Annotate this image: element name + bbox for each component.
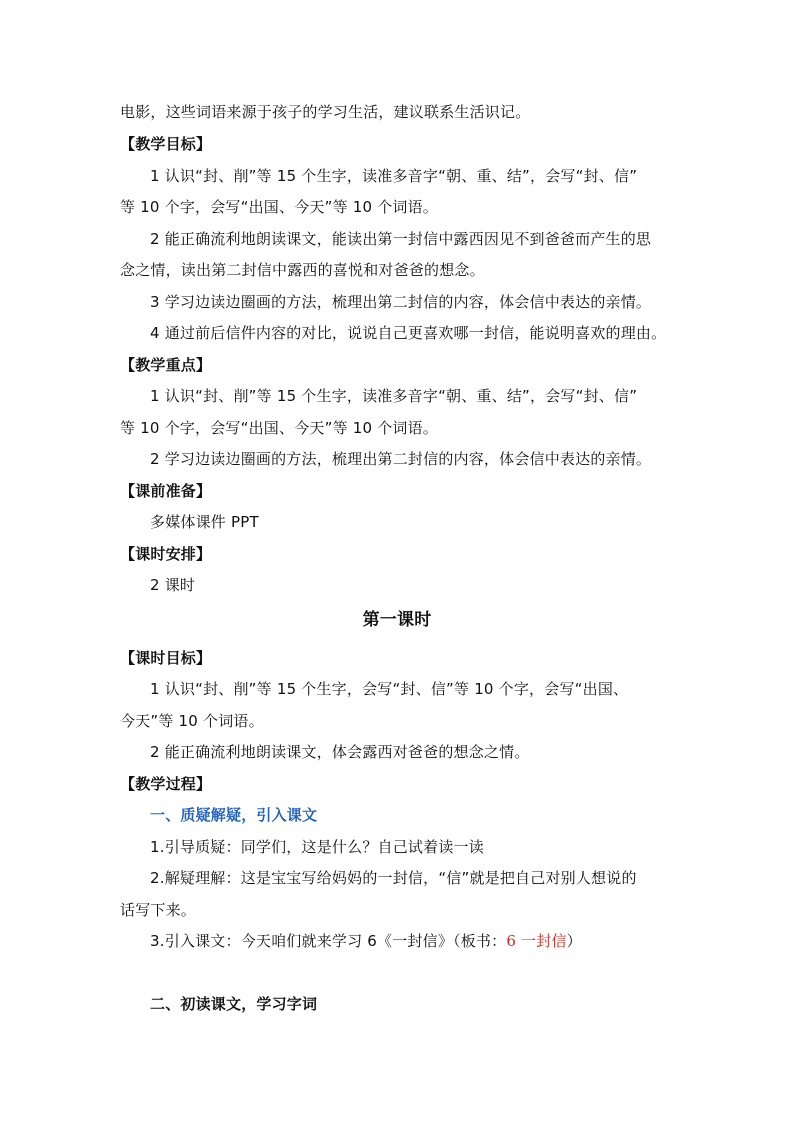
key-point-1-line2: 等 10 个字，会写“出国、今天”等 10 个词语。	[120, 419, 438, 437]
lesson-goal-1-line1: 1 认识“封、削”等 15 个生字，会写“封、信”等 10 个字，会写“出国、	[150, 680, 629, 698]
step-1-title-text: 一、质疑解疑，引入课文	[150, 806, 318, 824]
lesson-goal-2: 2 能正确流利地朗读课文，体会露西对爸爸的想念之情。	[150, 743, 530, 761]
step-1-item-3-prefix: 3.引入课文：今天咱们就来学习 6《一封信》（板书：	[150, 932, 507, 950]
intro-tail: 电影，这些词语来源于孩子的学习生活，建议联系生活识记。	[120, 103, 531, 121]
key-points-heading: 【教学重点】	[120, 356, 212, 374]
goals-heading: 【教学目标】	[120, 135, 212, 153]
key-point-1-line1: 1 认识“封、削”等 15 个生字，读准多音字“朝、重、结”，会写“封、信”	[150, 387, 638, 405]
goal-item-2-line2: 念之情，读出第二封信中露西的喜悦和对爸爸的想念。	[120, 261, 485, 279]
preparation-text: 多媒体课件 PPT	[150, 513, 259, 531]
goal-item-1-line1: 1 认识“封、削”等 15 个生字，读准多音字“朝、重、结”，会写“封、信”	[150, 167, 638, 185]
step-1-item-1: 1.引导质疑：同学们，这是什么？自己试着读一读	[150, 838, 484, 856]
step-1-item-2-line2: 话写下来。	[120, 901, 197, 919]
lesson-goal-1-line2: 今天”等 10 个词语。	[120, 712, 264, 730]
preparation-heading: 【课前准备】	[120, 482, 212, 500]
step-1-title	[150, 805, 317, 825]
lesson-title: 第一课时	[362, 610, 432, 630]
step-1-item-3-suffix: ）	[566, 932, 582, 950]
goal-item-4: 4 通过前后信件内容的对比，说说自己更喜欢哪一封信，能说明喜欢的理由。	[150, 324, 667, 342]
key-point-2: 2 学习边读边圈画的方法，梳理出第二封信的内容，体会信中表达的亲情。	[150, 450, 652, 468]
goal-item-1-line2: 等 10 个字，会写“出国、今天”等 10 个词语。	[120, 198, 438, 216]
step-1-item-3	[150, 931, 582, 951]
goal-item-3: 3 学习边读边圈画的方法，梳理出第二封信的内容，体会信中表达的亲情。	[150, 293, 652, 311]
step-1-item-2-line1: 2.解疑理解：这是宝宝写给妈妈的一封信，“信”就是把自己对别人想说的	[150, 869, 637, 887]
process-heading: 【教学过程】	[120, 775, 212, 793]
schedule-text: 2 课时	[150, 576, 196, 594]
step-2-title: 二、初读课文，学习字词	[150, 995, 318, 1013]
lesson-goals-heading: 【课时目标】	[120, 649, 212, 667]
blackboard-note: 6 一封信	[506, 932, 567, 950]
goal-item-2-line1: 2 能正确流利地朗读课文，能读出第一封信中露西因见不到爸爸而产生的思	[150, 230, 652, 248]
schedule-heading: 【课时安排】	[120, 545, 212, 563]
